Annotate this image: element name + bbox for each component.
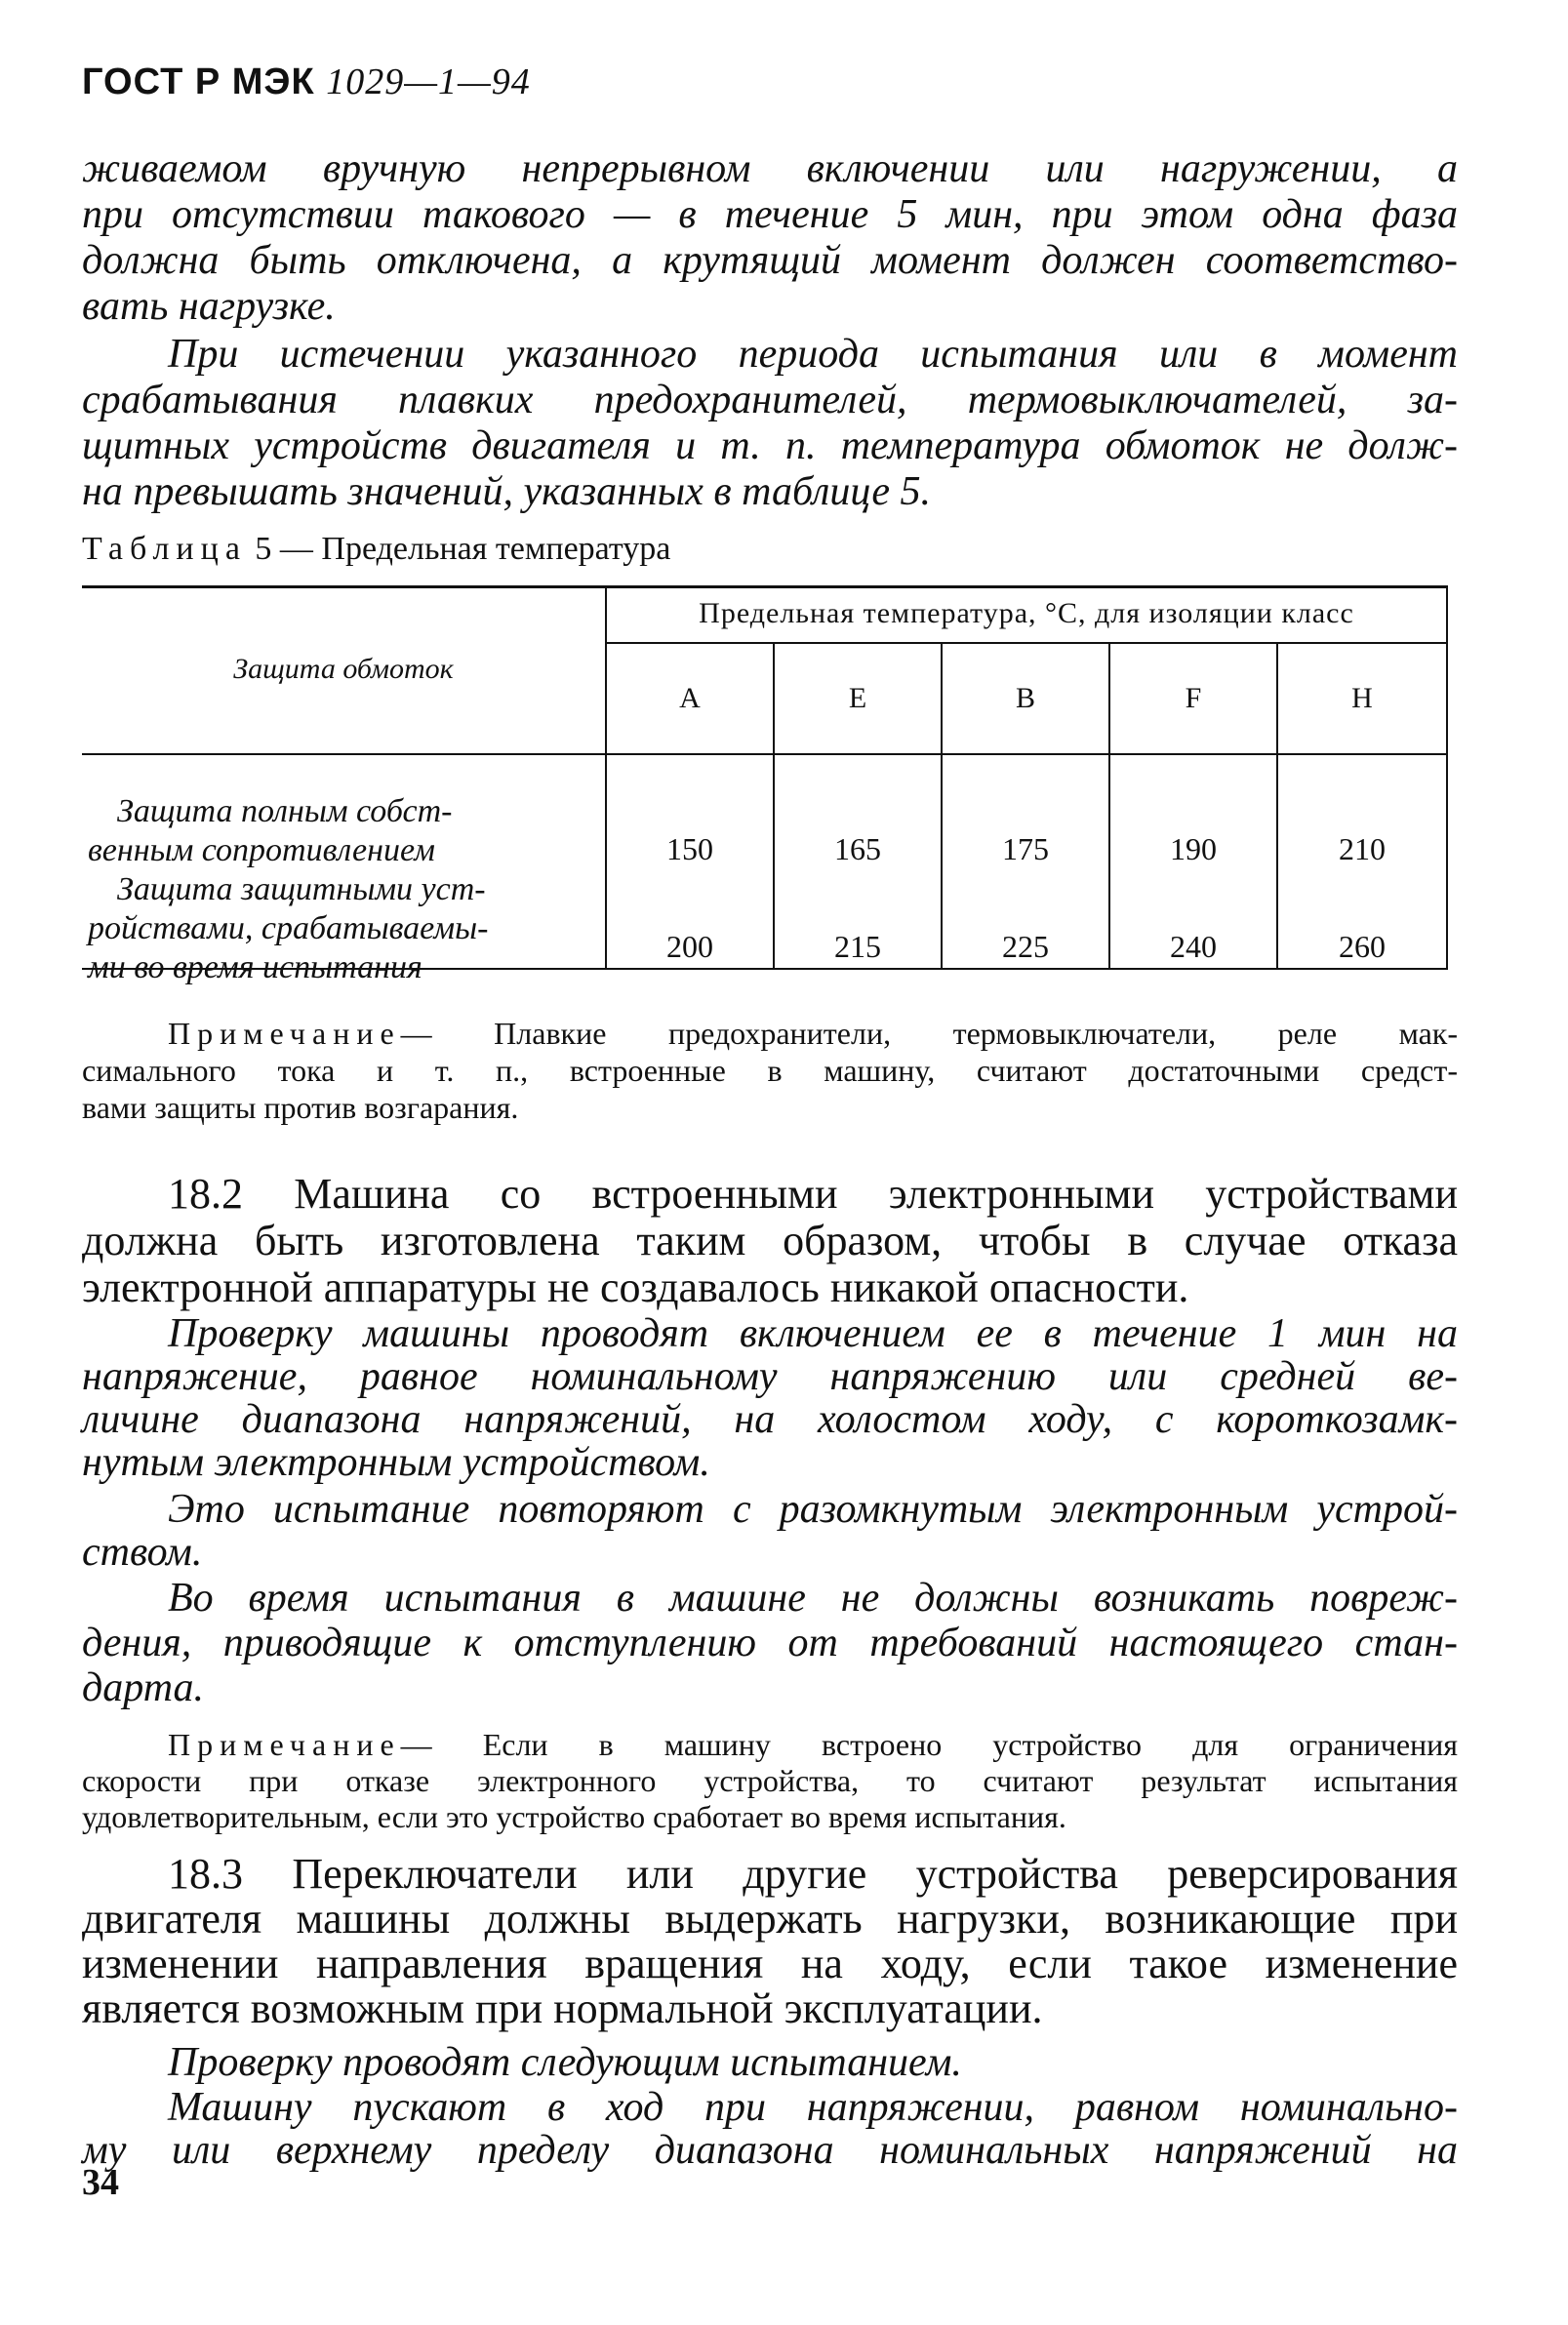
text-line: Это испытание повторяют с разомкнутым электронным устрой-: [168, 1487, 1458, 1532]
text-line: нутым электронным устройством.: [82, 1440, 710, 1485]
text-line: изменении направления вращения на ходу, если такое изменение: [82, 1940, 1458, 1987]
class-b: B: [1015, 682, 1035, 714]
paragraph-check-1min: [82, 1312, 1458, 1484]
text-line: срабатывания плавких предохранителей, термовыключателей, за-: [82, 378, 1458, 422]
note-speed-limiter: [82, 1727, 1458, 1835]
value-cell: 210: [1339, 830, 1386, 866]
text-line: 18.2 Машина со встроенными электронными устройствами: [168, 1170, 1458, 1218]
row-label-protective-devices: [88, 870, 595, 987]
note-text: — Плавкие предохранители, термовыключатели, реле мак-: [400, 1016, 1458, 1051]
header-limit-temperature: Предельная температура, °С, для изоляции класс: [699, 597, 1354, 629]
text-line: на превышать значений, указанных в таблице 5.: [82, 469, 932, 514]
standard-number: 1029—1—94: [326, 61, 531, 102]
table-limit-temperature: [82, 585, 1448, 985]
class-f: F: [1185, 682, 1202, 714]
text-line: живаемом вручную непрерывном включении или нагружении, а: [82, 146, 1458, 191]
table-header-bottom-line: [82, 753, 1448, 755]
text-line: должна быть отключена, а крутящий момент должен соответство-: [82, 238, 1458, 283]
paragraph-expiry: [82, 332, 1458, 515]
value-cell: 240: [1170, 928, 1217, 964]
row-label-line: Защита полным собст-: [117, 793, 453, 829]
value-cell: 190: [1170, 830, 1217, 866]
paragraph-repeat: [82, 1488, 1458, 1574]
text-line: дарта.: [82, 1665, 205, 1710]
text-line: 18.3 Переключатели или другие устройства реверсирования: [168, 1850, 1458, 1898]
page-header: [82, 60, 531, 103]
row-label-line: ми во время испытания: [88, 949, 422, 985]
text-line: При истечении указанного периода испытания или в момент: [168, 332, 1458, 377]
note-label: Примечание: [168, 1016, 401, 1051]
text-line: Проверку проводят следующим испытанием.: [168, 2040, 962, 2085]
note-line: симального тока и т. п., встроенные в машину, считают достаточными средст-: [82, 1053, 1458, 1088]
row-label-own-resistance: [88, 792, 595, 870]
text-line: Машину пускают в ход при напряжении, равном номинально-: [168, 2085, 1458, 2130]
text-line: двигателя машины должны выдержать нагрузки, возникающие при: [82, 1895, 1458, 1943]
row-label-line: ройствами, срабатываемы-: [88, 910, 489, 946]
row-label-line: венным сопротивлением: [88, 832, 435, 868]
text-line: должна быть изготовлена таким образом, чтобы в случае отказа: [82, 1217, 1458, 1264]
standard-prefix: ГОСТ Р МЭК: [82, 61, 315, 102]
page-number: 34: [82, 2162, 119, 2203]
paragraph-start: [82, 2086, 1458, 2172]
text-line: Проверку машины проводят включением ее в течение 1 мин на: [168, 1311, 1458, 1356]
value-cell: 225: [1002, 928, 1049, 964]
note-line: [82, 1015, 1458, 1052]
text-line: вать нагрузке.: [82, 284, 336, 329]
text-line: при отсутствии такового — в течение 5 мин, при этом одна фаза: [82, 192, 1458, 237]
table-caption: [82, 531, 670, 568]
class-a: A: [679, 682, 701, 714]
section-18-2: [82, 1171, 1458, 1311]
text-line: ством.: [82, 1530, 203, 1575]
text-line: му или верхнему пределу диапазона номинальных напряжений на: [82, 2128, 1458, 2173]
value-cell: 215: [834, 928, 881, 964]
value-cell: 200: [666, 928, 713, 964]
text-line: электронной аппаратуры не создавалось никакой опасности.: [82, 1263, 1189, 1311]
note-fuses: [82, 1015, 1458, 1126]
table-caption-text: 5 — Предельная температура: [255, 531, 671, 567]
note-line: вами защиты против возгарания.: [82, 1090, 519, 1125]
header-protection: Защита обмоток: [233, 653, 454, 685]
section-18-3: [82, 1852, 1458, 2031]
text-line: напряжение, равное номинальному напряжению или средней ве-: [82, 1354, 1458, 1399]
note-text: — Если в машину встроено устройство для ограничения: [400, 1727, 1458, 1762]
text-line: щитных устройств двигателя и т. п. температура обмоток не долж-: [82, 423, 1458, 468]
value-cell: 165: [834, 830, 881, 866]
row-label-line: Защита защитными уст-: [117, 871, 486, 907]
value-cell: 260: [1339, 928, 1386, 964]
note-line: удовлетворительным, если это устройство сработает во время испытания.: [82, 1799, 1066, 1834]
class-h: H: [1351, 682, 1373, 714]
paragraph-intro: [82, 146, 1458, 330]
text-line: дения, приводящие к отступлению от требований настоящего стан-: [82, 1621, 1458, 1665]
class-e: E: [848, 682, 867, 714]
value-cell: 150: [666, 830, 713, 866]
note-label: Примечание: [168, 1727, 401, 1762]
value-cell: 175: [1002, 830, 1049, 866]
text-line: является возможным при нормальной эксплуатации.: [82, 1984, 1043, 2032]
text-line: Во время испытания в машине не должны возникать повреж-: [168, 1576, 1458, 1621]
table-right-border: [1446, 585, 1448, 970]
table-caption-label: Таблица: [82, 531, 247, 567]
note-line: скорости при отказе электронного устройства, то считают результат испытания: [82, 1763, 1458, 1798]
note-line: [82, 1727, 1458, 1763]
text-line: личине диапазона напряжений, на холостом ходу, с короткозамк-: [82, 1397, 1458, 1442]
paragraph-test: [82, 2039, 1458, 2086]
paragraph-damage: [82, 1576, 1458, 1710]
